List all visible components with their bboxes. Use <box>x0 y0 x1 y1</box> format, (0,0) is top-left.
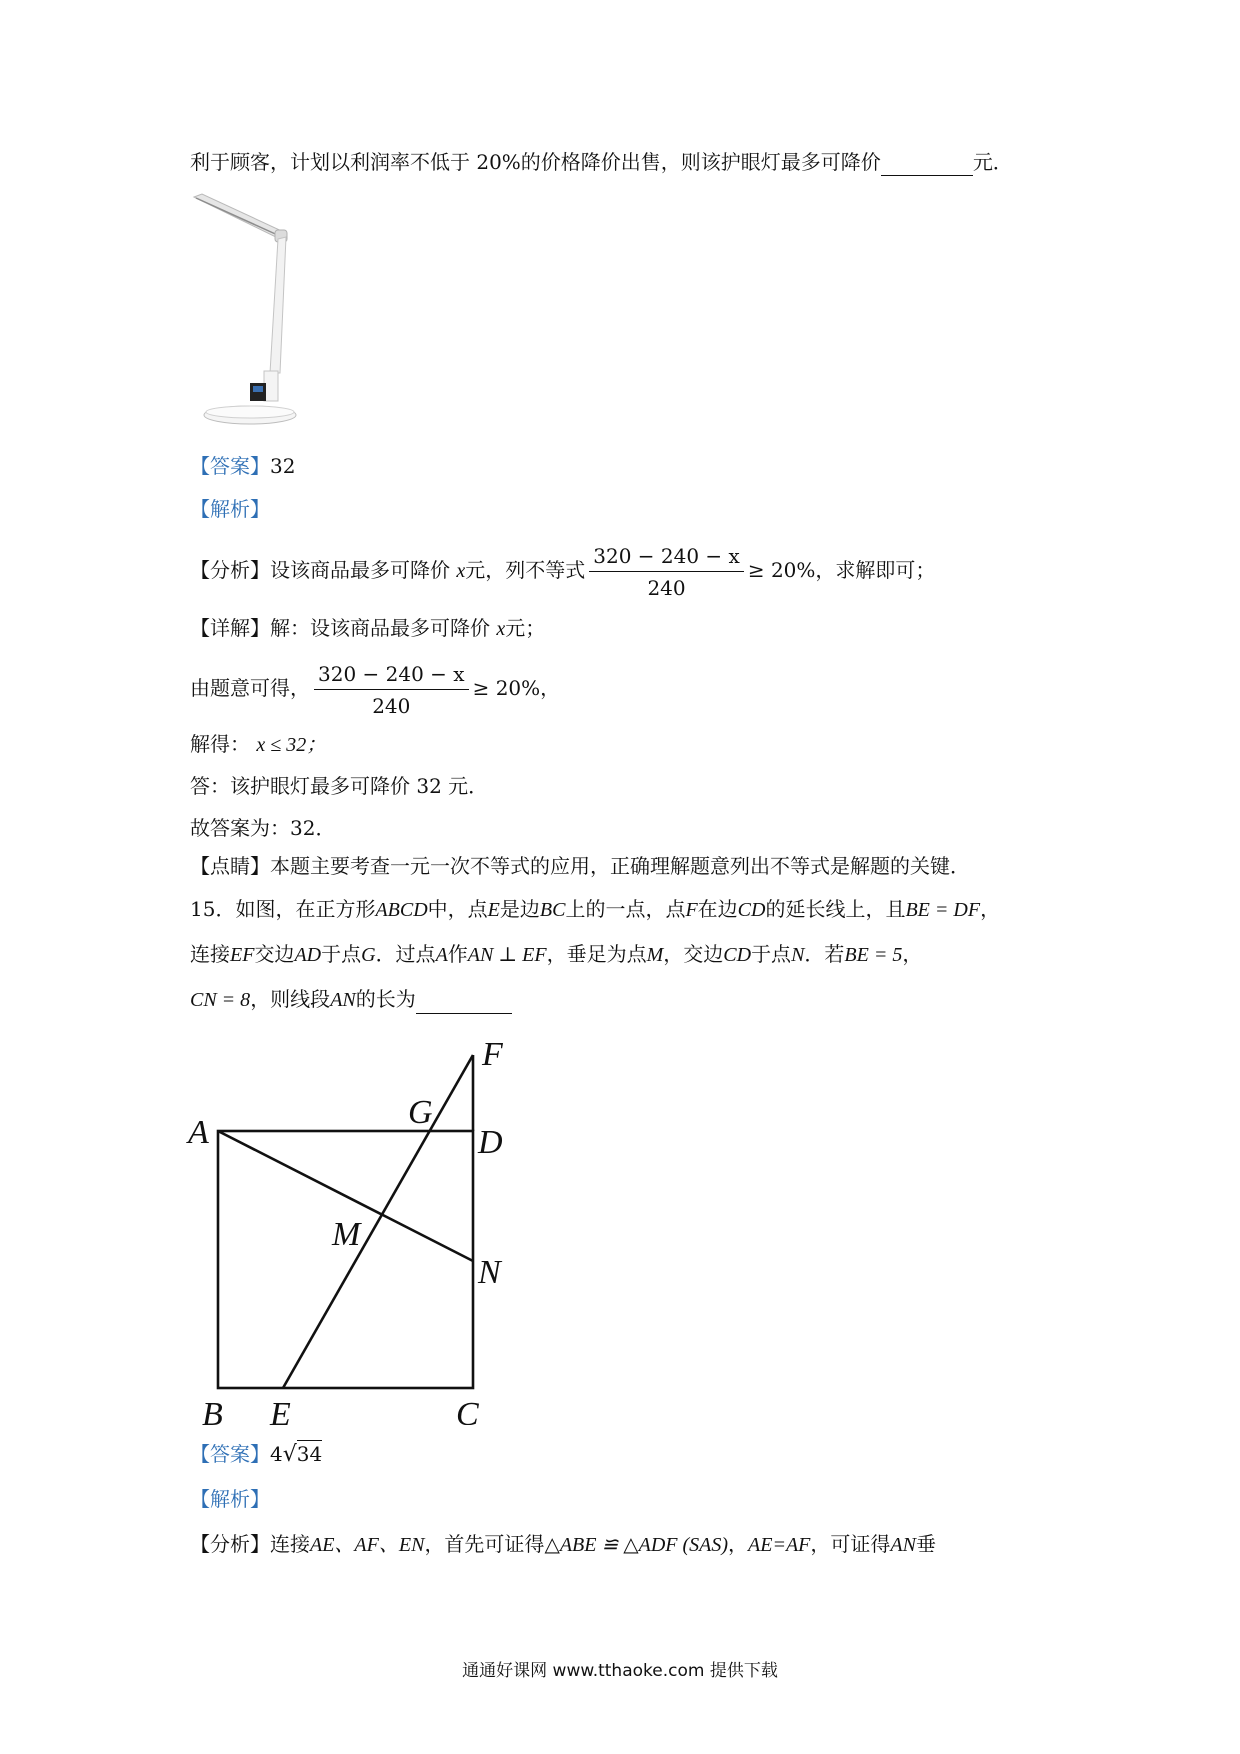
q15-math: G <box>361 944 376 966</box>
q14-answer-value: 32 <box>270 454 296 478</box>
dianjing-tag: 【点睛】 <box>190 854 270 878</box>
label-f: F <box>482 1036 503 1073</box>
q15-text: 于点 <box>321 942 362 966</box>
q15-math: CN = 8 <box>190 989 251 1011</box>
q14-step4-text: 故答案为：32． <box>190 816 336 840</box>
q14-tail-line <box>190 148 1013 176</box>
answer-tag: 【答案】 <box>190 1442 270 1466</box>
fraction <box>314 661 469 719</box>
label-a: A <box>188 1114 209 1151</box>
q15-text: ．若 <box>804 942 845 966</box>
q15-fenxi-math: AN <box>890 1534 916 1556</box>
label-c: C <box>456 1396 479 1425</box>
q14-step1-rhs: ≥ 20%， <box>472 676 561 700</box>
q14-fenxi-rhs: ≥ 20% <box>747 558 816 582</box>
q15-math: M <box>646 944 664 966</box>
q15-math: BE = DF <box>905 899 981 921</box>
jiexi-tag: 【解析】 <box>190 497 270 521</box>
q15-math: F <box>685 899 698 921</box>
q15-answer-blank <box>416 991 512 1014</box>
q14-step1-text: 由题意可得， <box>190 676 310 700</box>
q15-math: N <box>791 944 805 966</box>
fenxi-tag: 【分析】 <box>190 558 270 582</box>
q15-math: E <box>487 899 500 921</box>
q15-text: 的长为 <box>355 987 416 1011</box>
q15-math: BC <box>539 899 566 921</box>
q14-step1-line <box>190 656 560 720</box>
q14-jiexi-line <box>190 495 270 523</box>
label-n: N <box>478 1254 501 1291</box>
q14-dianjing-text: 本题主要考查一元一次不等式的应用，正确理解题意列出不等式是解题的关键． <box>270 854 970 878</box>
q15-fenxi-text: ， <box>728 1532 749 1556</box>
q14-step4-line <box>190 814 335 842</box>
answer-radicand: 34 <box>296 1442 323 1466</box>
label-b: B <box>202 1396 223 1425</box>
q15-math: AD <box>294 944 322 966</box>
answer-tag: 【答案】 <box>190 454 270 478</box>
fenxi-tag: 【分析】 <box>190 1532 270 1556</box>
q15-fenxi-text: 垂 <box>915 1532 936 1556</box>
q15-text: 在边 <box>697 897 738 921</box>
q15-text: 是边 <box>499 897 540 921</box>
q14-step3-text: 答：该护眼灯最多可降价 32 元． <box>190 774 489 798</box>
q15-fenxi-math: AE=AF <box>748 1534 811 1556</box>
q14-dianjing-line <box>190 852 970 880</box>
fraction-numerator: 320 − 240 − x <box>314 661 469 690</box>
q15-math: BE = 5 <box>844 944 903 966</box>
xiangjie-tag: 【详解】 <box>190 616 270 640</box>
q15-text: ， <box>980 897 1001 921</box>
q15-answer-line <box>190 1440 322 1469</box>
fraction-denominator: 240 <box>372 693 411 718</box>
sqrt-symbol: √ <box>282 1442 297 1467</box>
q15-math: CD <box>723 944 752 966</box>
segment-ef <box>283 1055 473 1388</box>
q15-text: 于点 <box>751 942 792 966</box>
q14-unit: 元． <box>972 150 1013 174</box>
q15-math: CD <box>737 899 766 921</box>
q15-math: A <box>435 944 448 966</box>
q14-xiangjie-text1: 解：设该商品最多可降价 <box>270 616 490 640</box>
q15-text: 15．如图，在正方形 <box>190 897 376 921</box>
q15-fenxi-line <box>190 1530 936 1559</box>
q14-step2-text: 解得： <box>190 732 250 756</box>
var-x: x <box>456 560 466 582</box>
q14-step2-line <box>190 730 326 759</box>
q15-fenxi-math: △ABE ≌ △ADF (SAS) <box>544 1534 729 1556</box>
fraction-denominator: 240 <box>647 575 686 600</box>
label-m: M <box>332 1216 361 1253</box>
q15-math: AN <box>330 989 356 1011</box>
desk-lamp-image <box>190 193 320 428</box>
q15-text: ， <box>902 942 923 966</box>
page-footer: 通通好课网 www.tthaoke.com 提供下载 <box>462 1661 778 1681</box>
q14-fenxi-post: ，求解即可； <box>815 558 936 582</box>
fraction-numerator: 320 − 240 − x <box>589 543 744 572</box>
q15-text: 连接 <box>190 942 230 966</box>
q14-fenxi-mid: 元，列不等式 <box>465 558 586 582</box>
q15-text: 的延长线上，且 <box>765 897 906 921</box>
q15-fenxi-text: 连接 <box>270 1532 310 1556</box>
answer-coefficient: 4 <box>270 1442 283 1466</box>
label-e: E <box>270 1396 291 1425</box>
q14-tail-text: 利于顾客，计划以利润率不低于 20%的价格降价出售，则该护眼灯最多可降价 <box>190 150 881 174</box>
q14-xiangjie-text2: 元； <box>505 616 546 640</box>
q15-text: 中，点 <box>427 897 488 921</box>
geometry-figure <box>180 1035 520 1425</box>
q15-text: ，则线段 <box>250 987 331 1011</box>
q15-jiexi-line <box>190 1485 270 1513</box>
label-g: G <box>408 1094 433 1131</box>
q15-line1 <box>190 895 1000 924</box>
q15-fenxi-text: ，可证得 <box>810 1532 891 1556</box>
jiexi-tag: 【解析】 <box>190 1487 270 1511</box>
var-x: x <box>496 618 506 640</box>
q15-text: 上的一点，点 <box>565 897 686 921</box>
q14-xiangjie-line <box>190 614 545 643</box>
q14-answer-blank <box>881 153 973 176</box>
q15-math: AN ⊥ EF <box>467 944 547 966</box>
q14-fenxi-line <box>190 538 935 603</box>
q15-math: ABCD <box>375 899 428 921</box>
q14-answer-line <box>190 452 295 480</box>
q14-step3-line <box>190 772 488 800</box>
label-d: D <box>478 1124 503 1161</box>
q15-line3 <box>190 985 512 1014</box>
q14-fenxi-pre: 设该商品最多可降价 <box>270 558 450 582</box>
q15-text: ．过点 <box>375 942 436 966</box>
q15-math: EF <box>230 944 255 966</box>
q15-text: ，垂足为点 <box>546 942 647 966</box>
q15-line2 <box>190 940 922 969</box>
square-abcd <box>218 1131 473 1388</box>
q15-fenxi-math: AE、AF、EN <box>310 1534 425 1556</box>
q15-text: ，交边 <box>663 942 724 966</box>
q15-text: 作 <box>447 942 468 966</box>
q15-fenxi-text: ，首先可证得 <box>424 1532 545 1556</box>
q14-step2-expr: x ≤ 32； <box>256 734 327 756</box>
fraction <box>589 543 744 601</box>
q15-text: 交边 <box>254 942 295 966</box>
